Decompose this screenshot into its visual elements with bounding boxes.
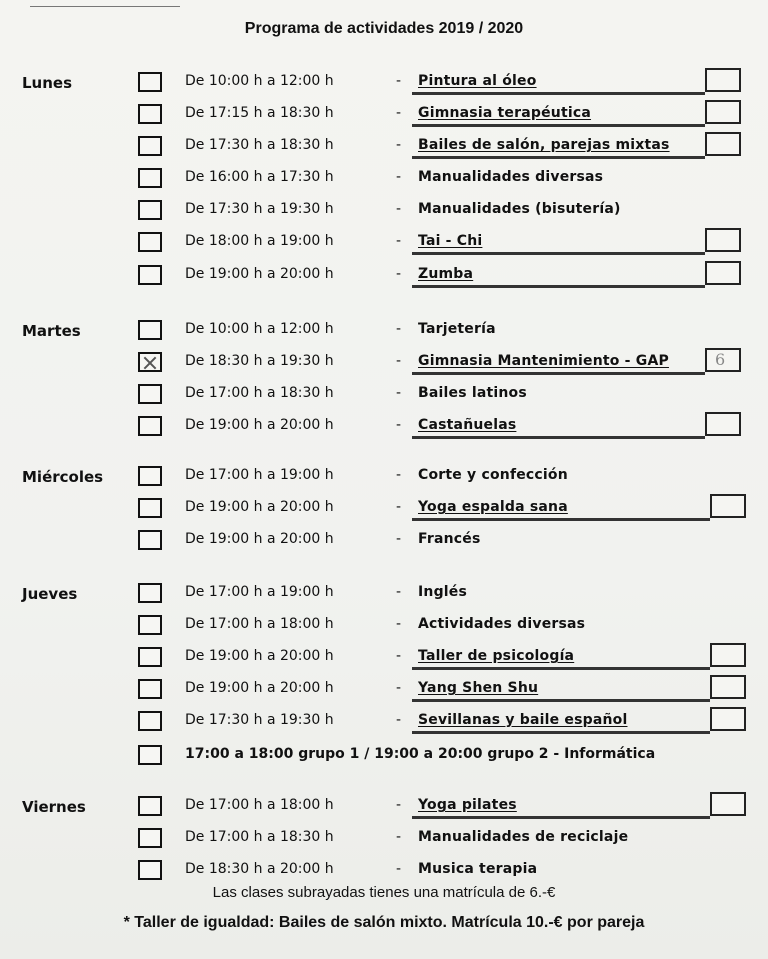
activity-dash: - [396, 137, 402, 153]
enrollment-fee-box[interactable] [705, 412, 741, 436]
enrollment-fee-box[interactable] [705, 100, 741, 124]
activity-time: De 17:30 h a 19:30 h [185, 201, 334, 217]
activity-checkbox[interactable] [138, 265, 162, 285]
activity-time: De 19:00 h a 20:00 h [185, 531, 334, 547]
activity-dash: - [396, 680, 402, 696]
activity-dash: - [396, 385, 402, 401]
activity-name: Actividades diversas [418, 616, 586, 632]
activity-dash: - [396, 712, 402, 728]
enrollment-fee-box[interactable] [710, 792, 746, 816]
handwritten-mark: 6 [715, 350, 726, 369]
activity-checkbox[interactable] [138, 384, 162, 404]
activity-checkbox[interactable] [138, 72, 162, 92]
day-label-viernes: Viernes [22, 798, 86, 816]
activity-checkbox[interactable] [138, 168, 162, 188]
activity-time: De 17:00 h a 19:00 h [185, 467, 334, 483]
day-label-miércoles: Miércoles [22, 468, 104, 486]
activity-time: De 18:30 h a 20:00 h [185, 861, 334, 877]
note-equality-workshop: * Taller de igualdad: Bailes de salón mixto. Matrícula 10.-€ por pareja [123, 914, 645, 931]
activity-time: De 10:00 h a 12:00 h [185, 321, 334, 337]
activity-time: De 17:30 h a 18:30 h [185, 137, 334, 153]
activity-name: Gimnasia terapéutica [418, 105, 592, 121]
activity-name: Musica terapia [418, 861, 538, 877]
activity-dash: - [396, 531, 402, 547]
activity-checkbox[interactable] [138, 583, 162, 603]
activity-checkbox[interactable] [138, 647, 162, 667]
activity-dash: - [396, 353, 402, 369]
activity-dash: - [396, 73, 402, 89]
underline-rule [412, 518, 710, 521]
activity-time: De 17:00 h a 18:00 h [185, 616, 334, 632]
activity-time: De 17:00 h a 19:00 h [185, 584, 334, 600]
activity-name: Taller de psicología [418, 648, 575, 664]
underline-rule [412, 667, 710, 670]
activity-name: Zumba [418, 266, 474, 282]
activity-checkbox[interactable] [138, 745, 162, 765]
activity-checkbox[interactable] [138, 679, 162, 699]
activity-name: Yoga espalda sana [418, 499, 568, 515]
underline-rule [412, 124, 705, 127]
activity-time: De 17:30 h a 19:30 h [185, 712, 334, 728]
activity-dash: - [396, 169, 402, 185]
activity-name: Gimnasia Mantenimiento - GAP [418, 353, 669, 369]
activity-full-row: 17:00 a 18:00 grupo 1 / 19:00 a 20:00 grupo 2 - Informática [185, 746, 656, 762]
activity-checkbox[interactable] [138, 320, 162, 340]
activity-checkbox[interactable] [138, 828, 162, 848]
underline-rule [412, 156, 705, 159]
activity-checkbox[interactable] [138, 615, 162, 635]
activity-time: De 17:15 h a 18:30 h [185, 105, 334, 121]
activity-dash: - [396, 201, 402, 217]
activity-time: De 19:00 h a 20:00 h [185, 680, 334, 696]
enrollment-fee-box[interactable] [705, 228, 741, 252]
activity-time: De 17:00 h a 18:30 h [185, 829, 334, 845]
underline-rule [412, 285, 705, 288]
enrollment-fee-box[interactable] [705, 132, 741, 156]
enrollment-fee-box[interactable] [705, 68, 741, 92]
activity-dash: - [396, 417, 402, 433]
activity-name: Sevillanas y baile español [418, 712, 628, 728]
activity-checkbox[interactable] [138, 352, 162, 372]
activity-dash: - [396, 321, 402, 337]
underline-rule [412, 731, 710, 734]
enrollment-fee-box[interactable] [705, 261, 741, 285]
activity-dash: - [396, 648, 402, 664]
activity-time: De 18:00 h a 19:00 h [185, 233, 334, 249]
activity-name: Manualidades diversas [418, 169, 604, 185]
activity-checkbox[interactable] [138, 796, 162, 816]
activity-dash: - [396, 829, 402, 845]
activity-name: Tai - Chi [418, 233, 483, 249]
enrollment-fee-box[interactable] [710, 675, 746, 699]
enrollment-fee-box[interactable] [710, 707, 746, 731]
activity-name: Pintura al óleo [418, 73, 537, 89]
activity-time: De 19:00 h a 20:00 h [185, 266, 334, 282]
activity-time: De 16:00 h a 17:30 h [185, 169, 334, 185]
underline-rule [412, 436, 705, 439]
activity-checkbox[interactable] [138, 711, 162, 731]
activity-time: De 10:00 h a 12:00 h [185, 73, 334, 89]
cropped-header-text [30, 0, 180, 7]
activity-checkbox[interactable] [138, 530, 162, 550]
activity-checkbox[interactable] [138, 232, 162, 252]
activity-time: De 19:00 h a 20:00 h [185, 499, 334, 515]
activity-checkbox[interactable] [138, 498, 162, 518]
activity-dash: - [396, 797, 402, 813]
activity-dash: - [396, 105, 402, 121]
underline-rule [412, 92, 705, 95]
activity-checkbox[interactable] [138, 860, 162, 880]
activity-checkbox[interactable] [138, 136, 162, 156]
activity-dash: - [396, 861, 402, 877]
activity-time: De 18:30 h a 19:30 h [185, 353, 334, 369]
activity-name: Corte y confección [418, 467, 568, 483]
activity-name: Manualidades (bisutería) [418, 201, 621, 217]
underline-rule [412, 252, 705, 255]
activity-dash: - [396, 467, 402, 483]
activity-name: Manualidades de reciclaje [418, 829, 629, 845]
underline-rule [412, 372, 705, 375]
day-label-lunes: Lunes [22, 74, 73, 92]
activity-name: Francés [418, 531, 481, 547]
activity-dash: - [396, 233, 402, 249]
underline-rule [412, 816, 710, 819]
enrollment-fee-box[interactable] [710, 643, 746, 667]
activity-name: Bailes latinos [418, 385, 527, 401]
enrollment-fee-box[interactable] [710, 494, 746, 518]
activity-time: De 17:00 h a 18:30 h [185, 385, 334, 401]
activity-checkbox[interactable] [138, 466, 162, 486]
activity-name: Tarjetería [418, 321, 496, 337]
activity-dash: - [396, 584, 402, 600]
enrollment-fee-box[interactable] [705, 348, 741, 372]
activity-name: Yoga pilates [418, 797, 517, 813]
activity-checkbox[interactable] [138, 416, 162, 436]
activity-dash: - [396, 266, 402, 282]
activity-name: Bailes de salón, parejas mixtas [418, 137, 670, 153]
day-label-martes: Martes [22, 322, 81, 340]
underline-rule [412, 699, 710, 702]
day-label-jueves: Jueves [22, 585, 78, 603]
activity-name: Castañuelas [418, 417, 517, 433]
activity-time: De 19:00 h a 20:00 h [185, 648, 334, 664]
activity-time: De 19:00 h a 20:00 h [185, 417, 334, 433]
activity-dash: - [396, 499, 402, 515]
activity-time: De 17:00 h a 18:00 h [185, 797, 334, 813]
note-underlined-fee: Las clases subrayadas tienes una matrícula de 6.-€ [212, 884, 556, 901]
activity-dash: - [396, 616, 402, 632]
page-title: Programa de actividades 2019 / 2020 [244, 20, 524, 37]
activity-checkbox[interactable] [138, 200, 162, 220]
activity-name: Inglés [418, 584, 468, 600]
activity-name: Yang Shen Shu [418, 680, 539, 696]
activity-checkbox[interactable] [138, 104, 162, 124]
